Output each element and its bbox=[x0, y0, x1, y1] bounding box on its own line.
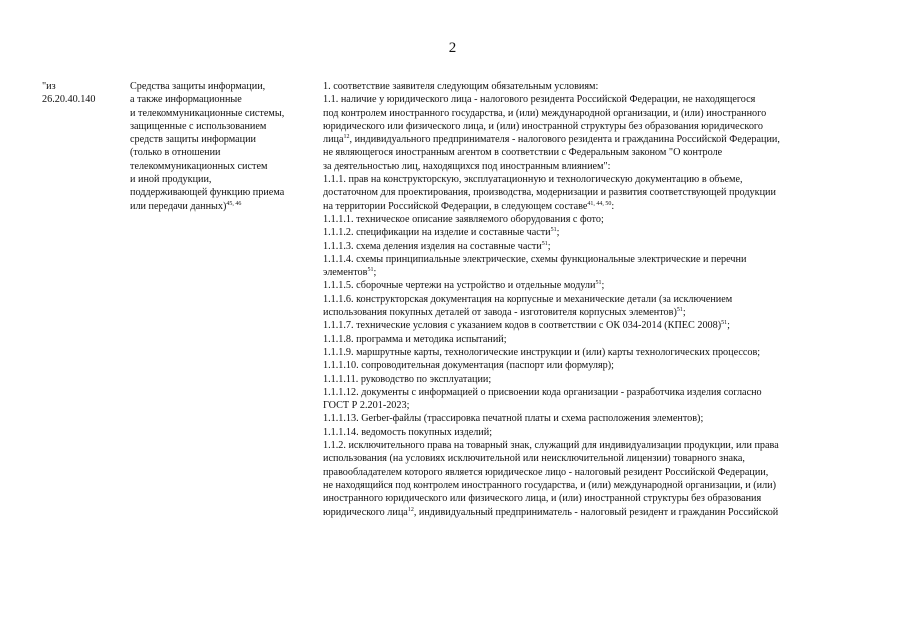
footnote-ref: 45, 46 bbox=[226, 200, 242, 207]
product-name-line: средств защиты информации bbox=[130, 134, 256, 146]
product-name-line: и телекоммуникационные системы, bbox=[130, 107, 285, 119]
condition-text: , индивидуального предпринимателя - налогового резидента и гражданина Российской Федерации, bbox=[349, 134, 780, 146]
page-number: 2 bbox=[448, 40, 457, 56]
condition-line bbox=[323, 200, 871, 213]
condition-line bbox=[323, 133, 871, 146]
condition-line bbox=[323, 319, 871, 332]
product-name-cell bbox=[130, 80, 318, 213]
condition-line: 1.1.1.10. сопроводительная документация (паспорт или формуляр); bbox=[323, 360, 614, 372]
condition-line: 1.1.1.6. конструкторская документация на корпусные и механические детали (за исключением bbox=[323, 293, 733, 305]
condition-line: правообладателем которого является юридическое лицо - налоговый резидент Российской Федерации, bbox=[323, 466, 769, 478]
condition-line bbox=[323, 240, 871, 253]
conditions-cell bbox=[323, 80, 871, 519]
footnote-ref: 41, 44, 50 bbox=[587, 200, 612, 207]
condition-text: ; bbox=[727, 320, 730, 332]
condition-line bbox=[323, 506, 871, 519]
product-name-line: Средства защиты информации, bbox=[130, 81, 266, 92]
footnote-ref: 12 bbox=[343, 134, 350, 141]
product-name-line: телекоммуникационных систем bbox=[130, 160, 268, 172]
condition-text: : bbox=[611, 200, 615, 212]
condition-line: 1. соответствие заявителя следующим обязательным условиям: bbox=[323, 81, 599, 92]
condition-text: 1.1.1.3. схема деления изделия на составные части bbox=[323, 240, 542, 252]
okpd2-code: 26.20.40.140 bbox=[42, 94, 96, 106]
product-name-line: и иной продукции, bbox=[130, 174, 212, 186]
footnote-ref: 51 bbox=[541, 240, 548, 247]
condition-text: использования покупных деталей от завода - изготовителя корпусных элементов) bbox=[323, 307, 677, 319]
condition-line: за деятельностью лиц, находящихся под иностранным влиянием": bbox=[323, 160, 611, 172]
product-name-line-last bbox=[130, 200, 318, 213]
product-name-line: (только в отношении bbox=[130, 147, 221, 159]
footnote-ref: 51 bbox=[595, 280, 602, 287]
condition-line: иностранного юридического или физического лица, и (или) иностранной структуры без образования bbox=[323, 493, 762, 505]
product-name-line: поддерживающей функцию приема bbox=[130, 187, 285, 199]
condition-line: 1.1.1.11. руководство по эксплуатации; bbox=[323, 373, 492, 385]
condition-text: на территории Российской Федерации, в следующем составе bbox=[323, 200, 588, 212]
condition-line: 1.1.1.1. техническое описание заявляемого оборудования с фото; bbox=[323, 213, 604, 225]
footnote-ref: 51 bbox=[367, 267, 374, 274]
condition-line: достаточном для проектирования, производства, модернизации и развития соответствующей продукции bbox=[323, 187, 776, 199]
code-prefix: "из bbox=[42, 81, 56, 92]
condition-text: юридического лица bbox=[323, 506, 408, 518]
condition-line: 1.1.1.12. документы с информацией о присвоении кода организации - разработчика изделия согласно bbox=[323, 386, 762, 398]
condition-text: ; bbox=[373, 267, 377, 279]
condition-text: ; bbox=[547, 240, 551, 252]
product-name-text: или передачи данных) bbox=[130, 200, 227, 212]
condition-line bbox=[323, 279, 871, 292]
condition-line: 1.1.1.8. программа и методика испытаний; bbox=[323, 333, 507, 345]
condition-text: ; bbox=[556, 227, 560, 239]
condition-line: 1.1. наличие у юридического лица - налогового резидента Российской Федерации, не находящегося bbox=[323, 94, 756, 106]
condition-line bbox=[323, 266, 871, 279]
product-name-line: а также информационные bbox=[130, 94, 242, 106]
condition-text: ; bbox=[601, 280, 605, 292]
condition-line: 1.1.1.9. маршрутные карты, технологические инструкции и (или) карты технологических процессов; bbox=[323, 346, 761, 358]
footnote-ref: 51 bbox=[676, 307, 683, 314]
condition-text: , индивидуальный предприниматель - налоговый резидент и гражданин Российской bbox=[413, 506, 779, 518]
condition-text: 1.1.1.7. технические условия с указанием кодов в соответствии с ОК 034-2014 (КПЕС 2008) bbox=[323, 320, 722, 332]
condition-text: лица bbox=[323, 134, 344, 146]
condition-line: 1.1.2. исключительного права на товарный знак, служащий для индивидуализации продукции, или права bbox=[323, 440, 779, 452]
condition-line: 1.1.1.14. ведомость покупных изделий; bbox=[323, 426, 493, 438]
condition-line: не находящийся под контролем иностранного государства, и (или) международной организации, и (или) bbox=[323, 479, 777, 491]
footnote-ref: 12 bbox=[407, 506, 414, 513]
condition-text: элементов bbox=[323, 267, 368, 279]
condition-text: 1.1.1.2. спецификации на изделие и составные части bbox=[323, 227, 551, 239]
condition-line: 1.1.1.13. Gerber-файлы (трассировка печатной платы и схема расположения элементов); bbox=[323, 413, 704, 425]
condition-line: использования (на условиях исключительной или неисключительной лицензии) товарного знака, bbox=[323, 453, 745, 465]
product-code-cell bbox=[42, 80, 122, 107]
condition-line: не являющегося иностранным агентом в соответствии с Федеральным законом "О контроле bbox=[323, 147, 723, 159]
condition-line: ГОСТ Р 2.201-2023; bbox=[323, 400, 410, 412]
condition-line: юридического или физического лица, и (или) иностранной структуры без образования юридического bbox=[323, 120, 763, 132]
condition-text: 1.1.1.5. сборочные чертежи на устройство и отдельные модули bbox=[323, 280, 596, 292]
condition-line: 1.1.1. прав на конструкторскую, эксплуатационную и технологическую документацию в объеме, bbox=[323, 174, 743, 186]
footnote-ref: 51 bbox=[721, 320, 728, 327]
condition-line bbox=[323, 226, 871, 239]
product-name-line: защищенные с использованием bbox=[130, 120, 267, 132]
footnote-ref: 51 bbox=[550, 227, 557, 234]
condition-line: под контролем иностранного государства, и (или) международной организации, и (или) иностранного bbox=[323, 107, 767, 119]
condition-text: ; bbox=[682, 307, 686, 319]
condition-line bbox=[323, 306, 871, 319]
condition-line: 1.1.1.4. схемы принципиальные электрические, схемы функциональные электрические и перечни bbox=[323, 253, 747, 265]
